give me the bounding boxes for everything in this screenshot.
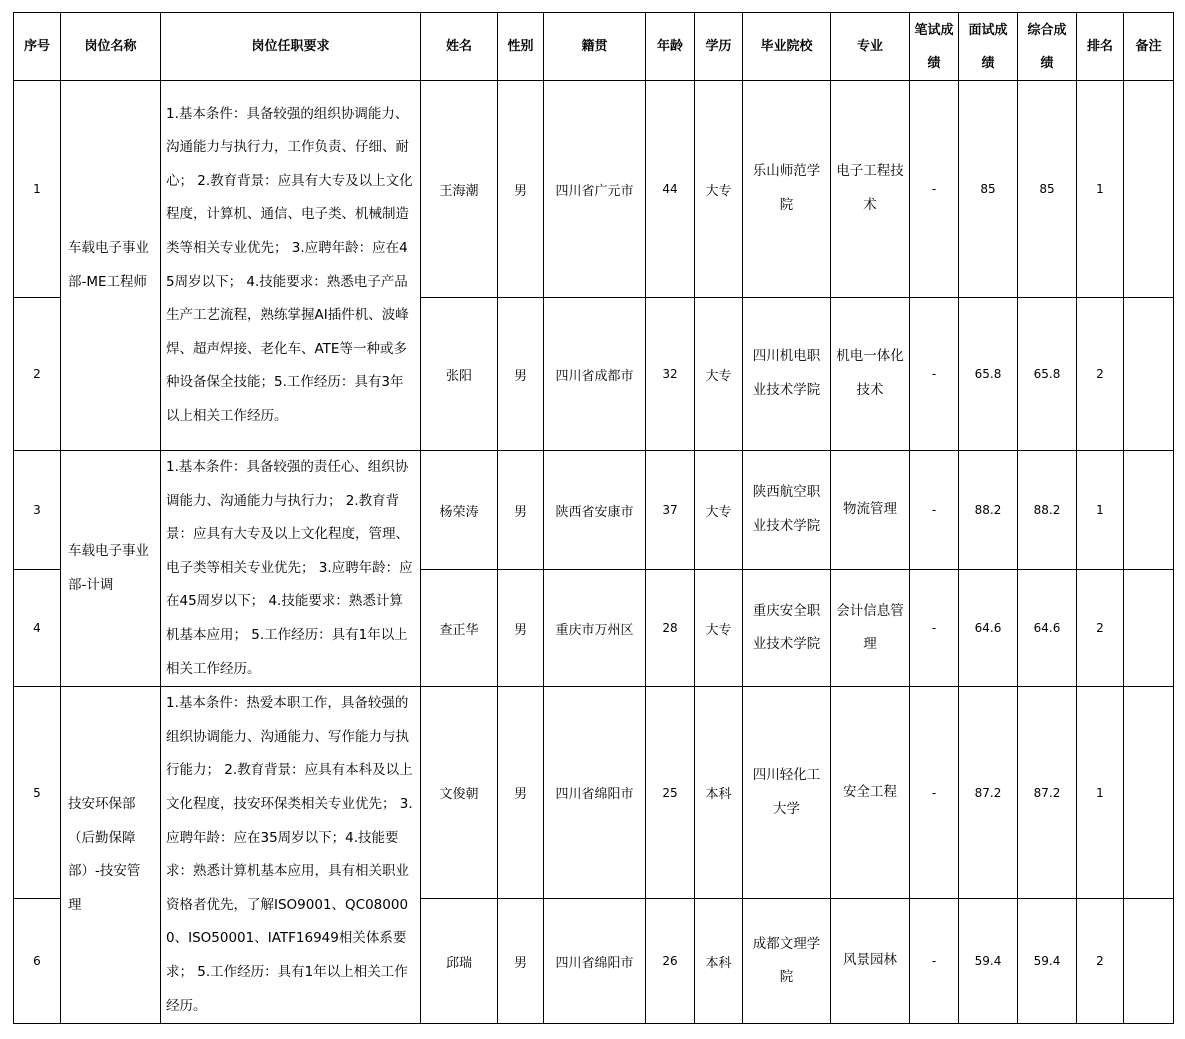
cell-no: 6	[14, 899, 61, 1024]
cell-age: 44	[646, 81, 695, 298]
cell-rank: 1	[1077, 687, 1124, 899]
header-row	[14, 13, 1174, 81]
cell-edu: 大专	[695, 81, 743, 298]
cell-requirements: 1.基本条件：具备较强的组织协调能力、沟通能力与执行力，工作负责、仔细、耐心； 2.教育背景：应具有大专及以上文化程度，计算机、通信、电子类、机械制造类等相关专业优先； 3.应聘年龄：应在45周岁以下； 4.技能要求：熟悉电子产品生产工艺流程，熟练掌握AI插件机、波峰焊、超声焊接、老化车、ATE等一种或多种设备保全技能；5.工作经历：具有3年以上相关工作经历。	[161, 81, 421, 451]
cell-no: 2	[14, 298, 61, 451]
cell-written: -	[910, 687, 959, 899]
cell-name: 杨荣涛	[421, 451, 498, 570]
cell-requirements: 1.基本条件：具备较强的责任心、组织协调能力、沟通能力与执行力； 2.教育背景：应具有大专及以上文化程度，管理、电子类等相关专业优先； 3.应聘年龄：应在45周岁以下； 4.技能要求：熟悉计算机基本应用； 5.工作经历：具有1年以上相关工作经历。	[161, 451, 421, 687]
cell-edu: 大专	[695, 451, 743, 570]
header-school: 毕业院校	[743, 13, 831, 81]
cell-gender: 男	[498, 899, 544, 1024]
cell-position: 技安环保部（后勤保障部）-技安管理	[61, 687, 161, 1024]
cell-origin: 四川省绵阳市	[544, 899, 646, 1024]
cell-interview: 88.2	[959, 451, 1018, 570]
header-interview: 面试成绩	[959, 13, 1018, 81]
cell-rank: 2	[1077, 899, 1124, 1024]
cell-note	[1124, 570, 1174, 687]
cell-major: 安全工程	[831, 687, 910, 899]
cell-gender: 男	[498, 451, 544, 570]
cell-school: 乐山师范学院	[743, 81, 831, 298]
cell-total: 85	[1018, 81, 1077, 298]
cell-major: 机电一体化技术	[831, 298, 910, 451]
table-row	[14, 451, 1174, 570]
cell-major: 物流管理	[831, 451, 910, 570]
cell-gender: 男	[498, 687, 544, 899]
cell-note	[1124, 451, 1174, 570]
cell-no: 4	[14, 570, 61, 687]
cell-origin: 重庆市万州区	[544, 570, 646, 687]
cell-requirements: 1.基本条件：热爱本职工作，具备较强的组织协调能力、沟通能力、写作能力与执行能力； 2.教育背景：应具有本科及以上文化程度，技安环保类相关专业优先； 3.应聘年龄：应在35周岁以下；4.技能要求：熟悉计算机基本应用，具有相关职业资格者优先，了解ISO9001、QC080000、ISO50001、IATF16949相关体系要求； 5.工作经历：具有1年以上相关工作经历。	[161, 687, 421, 1024]
cell-school: 重庆安全职业技术学院	[743, 570, 831, 687]
header-origin: 籍贯	[544, 13, 646, 81]
cell-age: 32	[646, 298, 695, 451]
cell-rank: 1	[1077, 451, 1124, 570]
cell-note	[1124, 81, 1174, 298]
cell-edu: 本科	[695, 687, 743, 899]
cell-edu: 大专	[695, 570, 743, 687]
cell-total: 65.8	[1018, 298, 1077, 451]
cell-rank: 2	[1077, 298, 1124, 451]
cell-gender: 男	[498, 570, 544, 687]
results-table	[13, 12, 1174, 1024]
cell-note	[1124, 899, 1174, 1024]
cell-age: 26	[646, 899, 695, 1024]
cell-name: 邱瑞	[421, 899, 498, 1024]
cell-age: 25	[646, 687, 695, 899]
header-position: 岗位名称	[61, 13, 161, 81]
cell-interview: 59.4	[959, 899, 1018, 1024]
cell-rank: 2	[1077, 570, 1124, 687]
cell-name: 张阳	[421, 298, 498, 451]
cell-interview: 64.6	[959, 570, 1018, 687]
cell-written: -	[910, 81, 959, 298]
cell-position: 车载电子事业部-计调	[61, 451, 161, 687]
cell-edu: 本科	[695, 899, 743, 1024]
table-row	[14, 687, 1174, 899]
cell-major: 风景园林	[831, 899, 910, 1024]
cell-edu: 大专	[695, 298, 743, 451]
cell-position: 车载电子事业部-ME工程师	[61, 81, 161, 451]
cell-written: -	[910, 298, 959, 451]
cell-total: 87.2	[1018, 687, 1077, 899]
cell-no: 5	[14, 687, 61, 899]
table-row	[14, 81, 1174, 298]
cell-note	[1124, 298, 1174, 451]
cell-gender: 男	[498, 81, 544, 298]
header-gender: 性别	[498, 13, 544, 81]
header-written: 笔试成绩	[910, 13, 959, 81]
cell-origin: 四川省绵阳市	[544, 687, 646, 899]
cell-school: 陕西航空职业技术学院	[743, 451, 831, 570]
cell-rank: 1	[1077, 81, 1124, 298]
cell-gender: 男	[498, 298, 544, 451]
cell-written: -	[910, 451, 959, 570]
cell-school: 成都文理学院	[743, 899, 831, 1024]
cell-name: 查正华	[421, 570, 498, 687]
header-no: 序号	[14, 13, 61, 81]
cell-no: 3	[14, 451, 61, 570]
cell-origin: 陕西省安康市	[544, 451, 646, 570]
cell-age: 37	[646, 451, 695, 570]
cell-origin: 四川省广元市	[544, 81, 646, 298]
cell-total: 88.2	[1018, 451, 1077, 570]
header-edu: 学历	[695, 13, 743, 81]
cell-total: 59.4	[1018, 899, 1077, 1024]
cell-interview: 65.8	[959, 298, 1018, 451]
cell-written: -	[910, 570, 959, 687]
cell-interview: 85	[959, 81, 1018, 298]
cell-name: 文俊朝	[421, 687, 498, 899]
header-major: 专业	[831, 13, 910, 81]
cell-no: 1	[14, 81, 61, 298]
cell-major: 电子工程技术	[831, 81, 910, 298]
cell-age: 28	[646, 570, 695, 687]
header-rank: 排名	[1077, 13, 1124, 81]
header-note: 备注	[1124, 13, 1174, 81]
header-total: 综合成绩	[1018, 13, 1077, 81]
cell-written: -	[910, 899, 959, 1024]
cell-total: 64.6	[1018, 570, 1077, 687]
cell-name: 王海潮	[421, 81, 498, 298]
header-requirements: 岗位任职要求	[161, 13, 421, 81]
cell-note	[1124, 687, 1174, 899]
header-name: 姓名	[421, 13, 498, 81]
cell-interview: 87.2	[959, 687, 1018, 899]
header-age: 年龄	[646, 13, 695, 81]
cell-school: 四川机电职业技术学院	[743, 298, 831, 451]
cell-origin: 四川省成都市	[544, 298, 646, 451]
cell-major: 会计信息管理	[831, 570, 910, 687]
cell-school: 四川轻化工大学	[743, 687, 831, 899]
